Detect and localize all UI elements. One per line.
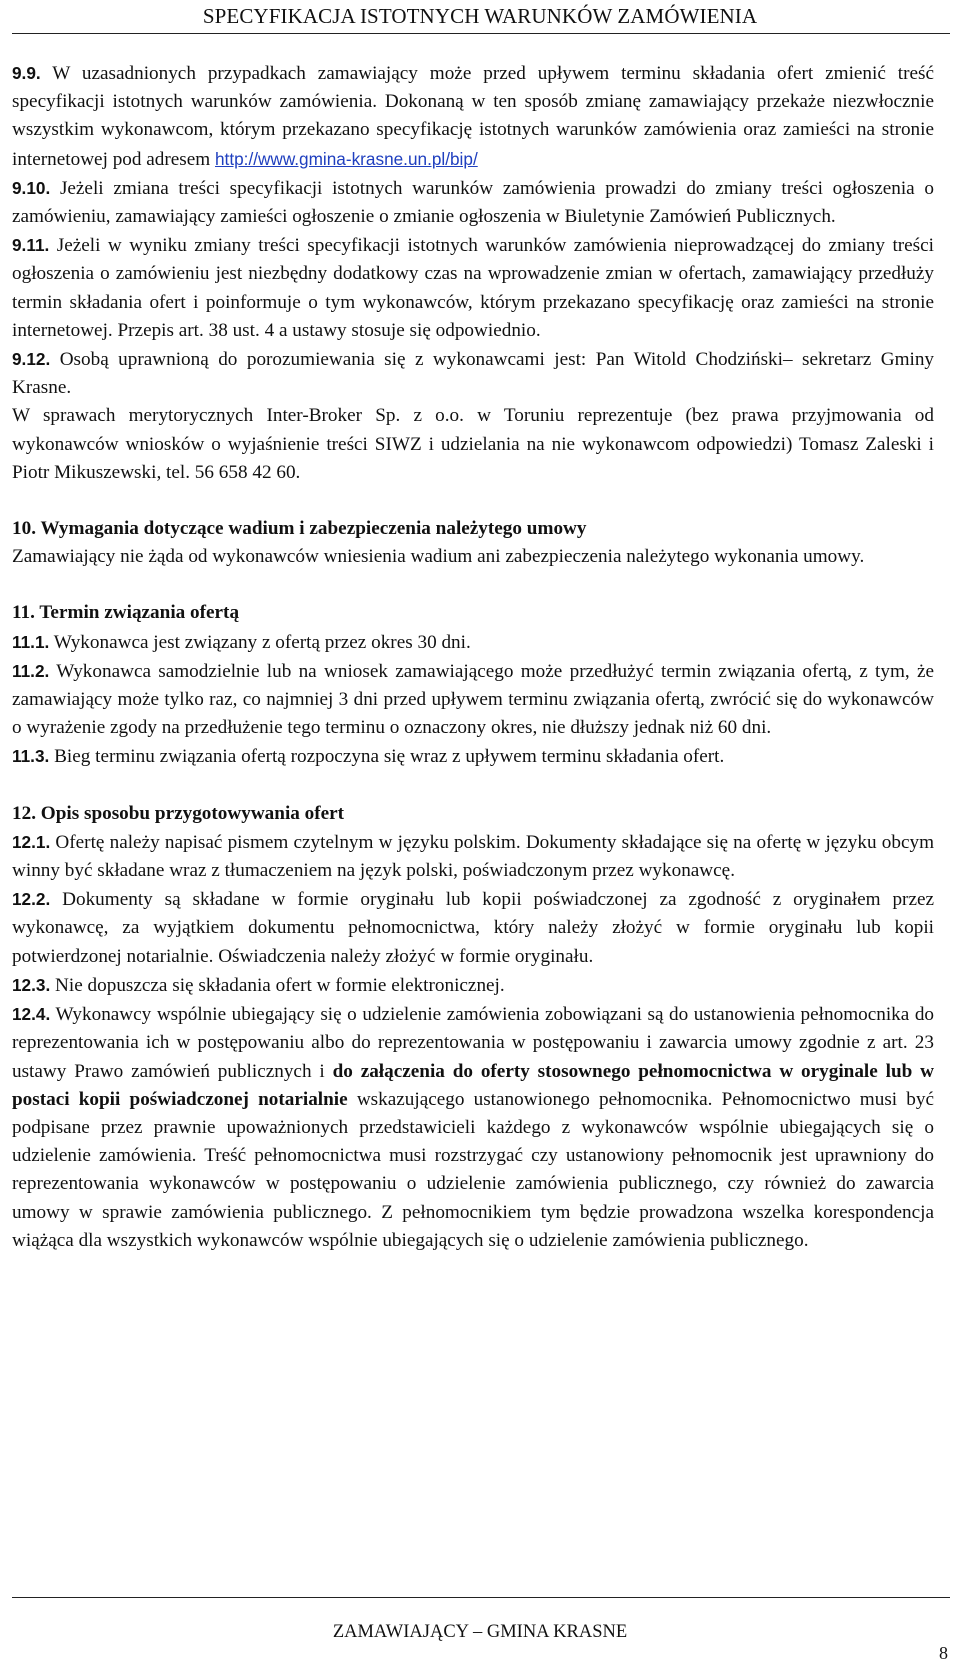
paragraph-text: W sprawach merytorycznych Inter-Broker Sp. z o.o. w Toruniu reprezentuje (bez prawa przyjmowania od wykonawców wniosków o wyjaśnienie treści SIWZ i udzielania na nie wykonawcom odpowiedzi) Tomasz Zaleski i Piotr Mikuszewski, tel. 56 658 42 60. (12, 405, 934, 483)
page-number: 8 (939, 1643, 948, 1663)
paragraph-text: Jeżeli zmiana treści specyfikacji istotnych warunków zamówienia prowadzi do zmiany treści ogłoszenia o zamówieniu, zamawiający zamieści ogłoszenie o zmianie ogłoszenia w Biuletynie Zamówień Publicznych. (12, 177, 934, 228)
paragraph-9-12-continued (12, 402, 934, 487)
paragraph-9-11 (12, 231, 934, 345)
paragraph-text: Bieg terminu związania ofertą rozpoczyna się wraz z upływem terminu składania ofert. (54, 746, 725, 768)
paragraph-number: 11.1. (12, 631, 50, 652)
section-title: Wymagania dotyczące wadium i zabezpieczenia należytego umowy (40, 518, 587, 540)
section-number: 12. (12, 802, 36, 824)
paragraph-number: 12.4. (12, 1004, 51, 1025)
paragraph-text: Wykonawcy wspólnie ubiegający się o udzielenie zamówienia zobowiązani są do ustanowienia pełnomocnika do reprezentowania ich w postępowaniu albo do reprezentowania w postępowaniu i zawarcia umowy zgodnie z art. 23 ustawy Prawo zamówień publicznych i (12, 1004, 935, 1082)
paragraph-12-2 (12, 885, 934, 971)
page-footer: ZAMAWIAJĄCY – GMINA KRASNE (332, 1622, 628, 1642)
paragraph-text: wskazującego ustanowionego pełnomocnika. Pełnomocnictwo musi być podpisane przez prawnie upoważnionych przedstawicieli każdego z wykonawców wspólnie ubiegających się o udzielenie zamówienia. Treść pełnomocnictwa musi rozstrzygać czy ustanowiony pełnomocnik jest uprawniony do reprezentowania wykonawców w postępowaniu o udzielenie zamówienia publicznego, czy również do zawarcia umowy w sprawie zamówienia publicznego. Z pełnomocnikiem tym będzie prowadzona wszelka korespondencja wiążąca dla wszystkich wykonawców wspólnie ubiegających się o udzielenie zamówienia publicznego. (12, 1088, 934, 1251)
paragraph-number: 12.1. (12, 831, 51, 852)
footer-divider (12, 1597, 950, 1598)
section-gap (12, 772, 934, 800)
paragraph-number: 9.10. (12, 177, 51, 198)
paragraph-text: Wykonawca jest związany z ofertą przez okres 30 dni. (53, 631, 471, 653)
paragraph-text: W uzasadnionych przypadkach zamawiający może przed upływem terminu składania ofert zmienić treść specyfikacji istotnych warunków zamówienia. Dokonaną w ten sposób zmianę zamawiający przekaże niezwłocznie wszystkim wykonawcom, którym przekazano specyfikację istotnych warunków zamówienia oraz zamieści na stronie internetowej pod adresem (12, 63, 934, 170)
paragraph-9-10 (12, 174, 934, 231)
paragraph-text: Dokumenty są składane w formie oryginału lub kopii poświadczonej za zgodność z oryginałem przez wykonawcę, za wyjątkiem dokumentu pełnomocnictwa, który należy złożyć w formie oryginału lub kopii potwierdzonej notarialnie. Oświadczenia należy złożyć w formie oryginału. (12, 889, 934, 967)
document-body (12, 59, 934, 1255)
paragraph-12-1 (12, 828, 934, 885)
paragraph-10 (12, 543, 934, 571)
paragraph-9-9 (12, 59, 934, 174)
section-gap (12, 571, 934, 599)
section-number: 11. (12, 602, 35, 624)
section-title: Termin związania ofertą (39, 602, 240, 624)
page-header: SPECYFIKACJA ISTOTNYCH WARUNKÓW ZAMÓWIENIA (202, 4, 758, 28)
paragraph-12-3 (12, 971, 934, 1000)
paragraph-12-4 (12, 1000, 934, 1255)
paragraph-number: 9.9. (12, 63, 41, 83)
paragraph-11-1 (12, 628, 934, 657)
paragraph-number: 12.3. (12, 974, 51, 995)
paragraph-number: 11.2. (12, 660, 50, 681)
paragraph-number: 9.12. (12, 349, 51, 370)
section-number: 10. (12, 518, 36, 540)
paragraph-text: Wykonawca samodzielnie lub na wniosek zamawiającego może przedłużyć termin związania ofertą, z tym, że zamawiający może tylko raz, co najmniej 3 dni przed upływem terminu związania ofertą, zwrócić się do wykonawców o wyrażenie zgody na przedłużenie tego terminu o oznaczony okres, nie dłuższy jednak niż 60 dni. (12, 660, 935, 739)
header-divider (12, 33, 950, 34)
paragraph-11-2 (12, 657, 934, 743)
section-heading-12 (12, 800, 934, 828)
section-heading-11 (12, 599, 934, 627)
paragraph-11-3 (12, 742, 934, 771)
section-gap (12, 487, 934, 515)
paragraph-text: Jeżeli w wyniku zmiany treści specyfikacji istotnych warunków zamówienia nieprowadzącej do zmiany treści ogłoszenia o zamówieniu jest niezbędny dodatkowy czas na wprowadzenie zmian w ofertach, zamawiający przedłuży termin składania ofert i poinformuje o tym wykonawców, którym przekazano specyfikację oraz zamieści na stronie internetowej. Przepis art. 38 ust. 4 a ustawy stosuje się odpowiednio. (12, 235, 934, 341)
paragraph-text: Osobą uprawnioną do porozumiewania się z wykonawcami jest: Pan Witold Chodziński– sekretarz Gminy Krasne. (12, 349, 935, 399)
paragraph-text: Zamawiający nie żąda od wykonawców wniesienia wadium ani zabezpieczenia należytego wykonania umowy. (12, 546, 865, 568)
paragraph-text: Ofertę należy napisać pismem czytelnym w języku polskim. Dokumenty składające się na ofertę w języku obcym winny być składane wraz z tłumaczeniem na język polski, poświadczonym przez wykonawcę. (12, 831, 934, 882)
section-title: Opis sposobu przygotowywania ofert (40, 802, 345, 824)
paragraph-number: 11.3. (12, 746, 50, 767)
paragraph-9-12 (12, 345, 934, 402)
section-heading-10 (12, 515, 934, 543)
paragraph-number: 12.2. (12, 889, 51, 910)
paragraph-number: 9.11. (12, 235, 50, 256)
paragraph-text: Nie dopuszcza się składania ofert w formie elektronicznej. (55, 974, 505, 996)
bip-link[interactable]: http://www.gmina-krasne.un.pl/bip/ (215, 148, 478, 169)
paragraph-bold-text: do załączenia do oferty stosownego pełnomocnictwa w oryginale lub w postaci kopii poświadczonej notarialnie (12, 1060, 934, 1110)
